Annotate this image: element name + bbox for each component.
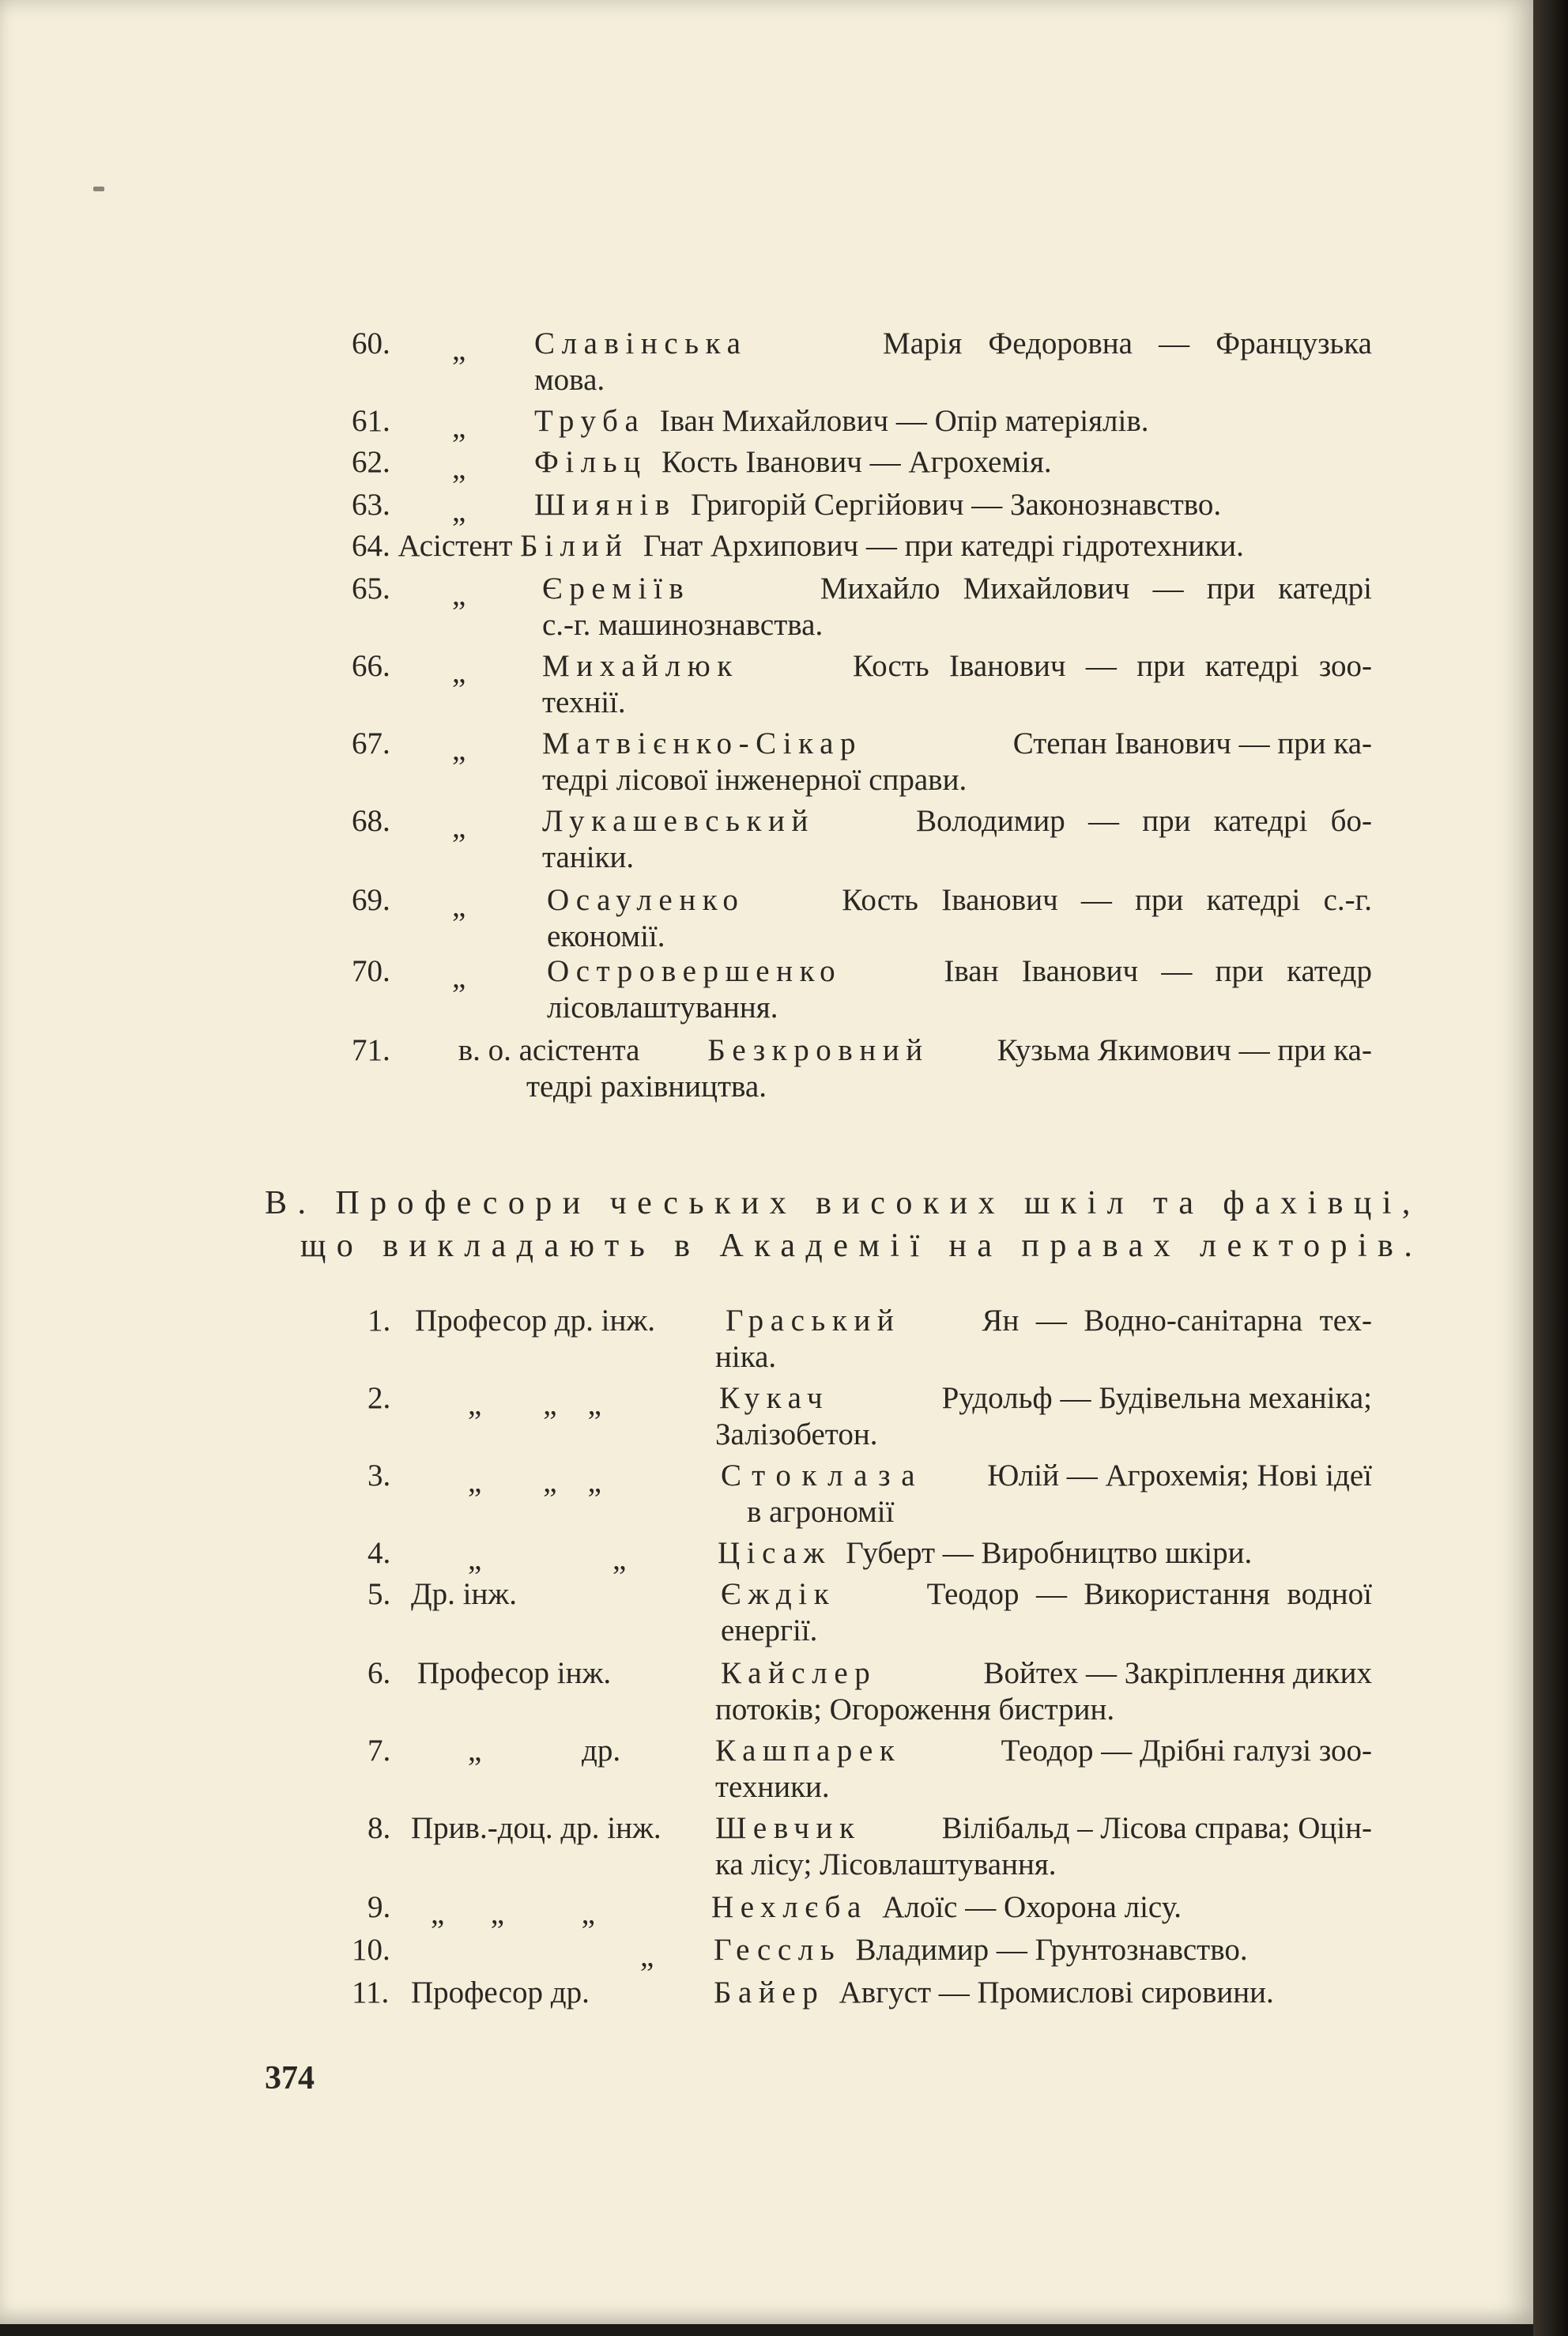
entry-number: 70. bbox=[352, 954, 390, 988]
entry-line bbox=[534, 487, 1221, 523]
entry-continuation: с.-г. машинознавства. bbox=[542, 608, 824, 642]
entry-continuation: в агрономії bbox=[747, 1495, 895, 1529]
entry-description: Вілібальд – Лісова справа; Оцін- bbox=[941, 1811, 1372, 1845]
entry-number: 11. bbox=[352, 1976, 390, 2010]
entry-title: Професор др. bbox=[411, 1976, 590, 2010]
entry-continuation: тедрі лісової інженерної справи. bbox=[542, 763, 967, 797]
entry-line bbox=[542, 571, 1372, 606]
entry-line bbox=[719, 1380, 1372, 1416]
entry-line bbox=[721, 1655, 1372, 1691]
ditto-marks: „ „ bbox=[468, 1542, 627, 1576]
entry-continuation: технії. bbox=[542, 685, 626, 719]
entry-number: 7. bbox=[368, 1734, 391, 1768]
person-name: Матвієнко-Сікар bbox=[542, 726, 863, 760]
person-name: Славінська bbox=[534, 326, 748, 360]
ditto-mark: „ bbox=[452, 451, 466, 485]
person-name: Труба bbox=[534, 404, 660, 438]
entry-title: Професор др. інж. bbox=[415, 1304, 656, 1338]
entry-continuation: тедрі рахівництва. bbox=[526, 1070, 767, 1104]
person-name: Михайлюк bbox=[542, 649, 739, 683]
entry-description: Кость Іванович — при катедрі зоо- bbox=[853, 649, 1372, 683]
entry-number: 62. bbox=[352, 445, 390, 479]
entry-title: Асістент bbox=[398, 529, 521, 563]
entry-number: 64. bbox=[352, 529, 398, 563]
person-name: Гессль bbox=[714, 1933, 856, 1967]
ditto-mark: „ bbox=[452, 494, 466, 528]
entry-number: 4. bbox=[368, 1536, 391, 1570]
entry-continuation: енергії. bbox=[721, 1613, 818, 1647]
entry-description: Григорій Сергійович — Законознавство. bbox=[691, 488, 1222, 522]
entry-title: Прив.-доц. др. інж. bbox=[411, 1811, 662, 1845]
entry-number: 63. bbox=[352, 488, 390, 522]
entry-number: 66. bbox=[352, 649, 390, 683]
person-name: Безкровний bbox=[707, 1033, 929, 1067]
entry-description: Кузьма Якимович — при ка- bbox=[997, 1033, 1372, 1067]
ditto-marks: „ „ „ bbox=[468, 1387, 601, 1421]
person-name: Кукач bbox=[719, 1381, 830, 1415]
ditto-marks: „ „ „ bbox=[468, 1465, 601, 1499]
entry-description: Юлій — Агрохемія; Нові ідеї bbox=[987, 1459, 1372, 1493]
entry-line bbox=[721, 1458, 1372, 1493]
entry-number: 2. bbox=[368, 1381, 391, 1415]
entry-description: Рудольф — Будівельна механіка; bbox=[941, 1381, 1372, 1415]
section-heading-line1: В. Професори чеських високих шкіл та фахівці, bbox=[265, 1185, 1421, 1221]
entry-continuation: техники. bbox=[715, 1770, 830, 1804]
entry-description: Іван Іванович — при катедр bbox=[944, 954, 1372, 988]
entry-description: Гнат Архипович — при катедрі гідротехники. bbox=[643, 529, 1244, 563]
entry-number: 65. bbox=[352, 572, 390, 606]
entry-description: Кость Іванович — при катедрі с.-г. bbox=[842, 883, 1372, 917]
entry-continuation: ка лісу; Лісовлаштування. bbox=[715, 1847, 1057, 1881]
paper-fleck bbox=[93, 187, 104, 191]
entry-line bbox=[714, 1975, 1274, 2010]
entry-number: 10. bbox=[352, 1933, 390, 1967]
entry-description: Володимир — при катедрі бо- bbox=[916, 804, 1372, 838]
person-name: Фільц bbox=[534, 445, 662, 479]
entry-line bbox=[542, 726, 1372, 761]
entry-continuation: ніка. bbox=[715, 1340, 777, 1374]
ditto-mark: „ bbox=[452, 960, 466, 994]
entry-continuation: Залізобетон. bbox=[715, 1417, 878, 1451]
person-name: Кашпарек bbox=[715, 1734, 902, 1768]
entry-description: Степан Іванович — при ка- bbox=[1012, 726, 1372, 760]
entry-title: Др. інж. bbox=[411, 1577, 518, 1611]
person-name: Островершенко bbox=[547, 954, 842, 988]
ditto-mark: „ bbox=[452, 333, 466, 367]
entry-number: 5. bbox=[368, 1577, 391, 1611]
person-name: Єждік bbox=[721, 1577, 836, 1611]
entry-line bbox=[547, 953, 1372, 989]
ditto-mark: „ bbox=[452, 889, 466, 923]
entry-number: 6. bbox=[368, 1656, 391, 1690]
entry-number: 67. bbox=[352, 726, 390, 760]
entry-line bbox=[715, 1733, 1372, 1768]
entry-description: Михайло Михайлович — при катедрі bbox=[820, 572, 1372, 606]
ditto-marks: „ „ „ bbox=[431, 1896, 595, 1930]
entry-continuation: таніки. bbox=[542, 840, 635, 874]
entry-number: 68. bbox=[352, 804, 390, 838]
entry-line bbox=[534, 326, 1372, 361]
entry-description: Теодор — Дрібні галузі зоо- bbox=[1001, 1734, 1372, 1768]
entry-line bbox=[352, 528, 1244, 564]
person-name: Осауленко bbox=[547, 883, 745, 917]
entry-line bbox=[547, 882, 1372, 918]
entry-line bbox=[534, 444, 1052, 480]
ditto-mark: „ bbox=[452, 410, 466, 444]
section-heading-line2: що викладають в Академії на правах лекторів. bbox=[300, 1228, 1423, 1264]
entry-continuation: лісовлаштування. bbox=[547, 991, 778, 1025]
entry-title: „ др. bbox=[468, 1734, 621, 1768]
entry-line bbox=[715, 1810, 1372, 1846]
entry-description: Губерт — Виробництво шкіри. bbox=[846, 1536, 1253, 1570]
entry-line bbox=[721, 1576, 1372, 1612]
entry-description: Іван Михайлович — Опір матеріялів. bbox=[659, 404, 1149, 438]
entry-description: Войтех — Закріплення диких bbox=[983, 1656, 1372, 1690]
person-name: Нехлєба bbox=[711, 1890, 883, 1924]
person-name: Білий bbox=[520, 529, 643, 563]
entry-line bbox=[718, 1535, 1252, 1571]
ditto-mark: „ bbox=[452, 810, 466, 844]
entry-continuation: економії. bbox=[547, 919, 665, 953]
entry-line bbox=[534, 403, 1149, 439]
ditto-mark: „ bbox=[452, 733, 466, 767]
entry-number: 1. bbox=[368, 1304, 391, 1338]
page-number: 374 bbox=[265, 2060, 315, 2096]
ditto-mark: „ bbox=[452, 655, 466, 689]
entry-number: 3. bbox=[368, 1459, 391, 1493]
person-name: Лукашевський bbox=[542, 804, 815, 838]
entry-description: Владимир — Грунтознавство. bbox=[855, 1933, 1248, 1967]
ditto-mark: „ bbox=[640, 1939, 654, 1973]
book-spine-shadow bbox=[1533, 0, 1568, 2336]
person-name: Кайслер bbox=[721, 1656, 877, 1690]
entry-description: Теодор — Використання водної bbox=[926, 1577, 1372, 1611]
entry-line bbox=[711, 1889, 1182, 1925]
entry-number: 9. bbox=[368, 1890, 391, 1924]
entry-line bbox=[352, 1032, 1372, 1068]
entry-title: в. о. асістента bbox=[458, 1033, 640, 1067]
entry-line bbox=[542, 803, 1372, 839]
person-name: Стоклаза bbox=[721, 1459, 926, 1493]
entry-number: 71. bbox=[352, 1033, 390, 1067]
entry-continuation: мова. bbox=[534, 363, 605, 397]
entry-line bbox=[714, 1932, 1248, 1968]
entry-description: Марія Федоровна — Французька bbox=[883, 326, 1372, 360]
entry-title: Професор інж. bbox=[417, 1656, 612, 1690]
person-name: Шиянів bbox=[534, 488, 692, 522]
entry-number: 61. bbox=[352, 404, 390, 438]
entry-number: 60. bbox=[352, 326, 390, 360]
entry-description: Ян — Водно-санітарна тех- bbox=[982, 1304, 1372, 1338]
person-name: Граський bbox=[726, 1304, 901, 1338]
entry-number: 69. bbox=[352, 883, 390, 917]
person-name: Єреміїв bbox=[542, 572, 691, 606]
entry-description: Август — Промислові сировини. bbox=[839, 1976, 1274, 2010]
entry-number: 8. bbox=[368, 1811, 391, 1845]
entry-line bbox=[726, 1303, 1372, 1338]
entry-continuation: потоків; Огороження бистрин. bbox=[715, 1693, 1115, 1727]
entry-description: Алоїс — Охорона лісу. bbox=[882, 1890, 1182, 1924]
ditto-mark: „ bbox=[452, 578, 466, 612]
entry-description: Кость Іванович — Агрохемія. bbox=[662, 445, 1052, 479]
person-name: Цісаж bbox=[718, 1536, 846, 1570]
person-name: Шевчик bbox=[715, 1811, 861, 1845]
person-name: Байер bbox=[714, 1976, 839, 2010]
entry-line bbox=[542, 648, 1372, 684]
